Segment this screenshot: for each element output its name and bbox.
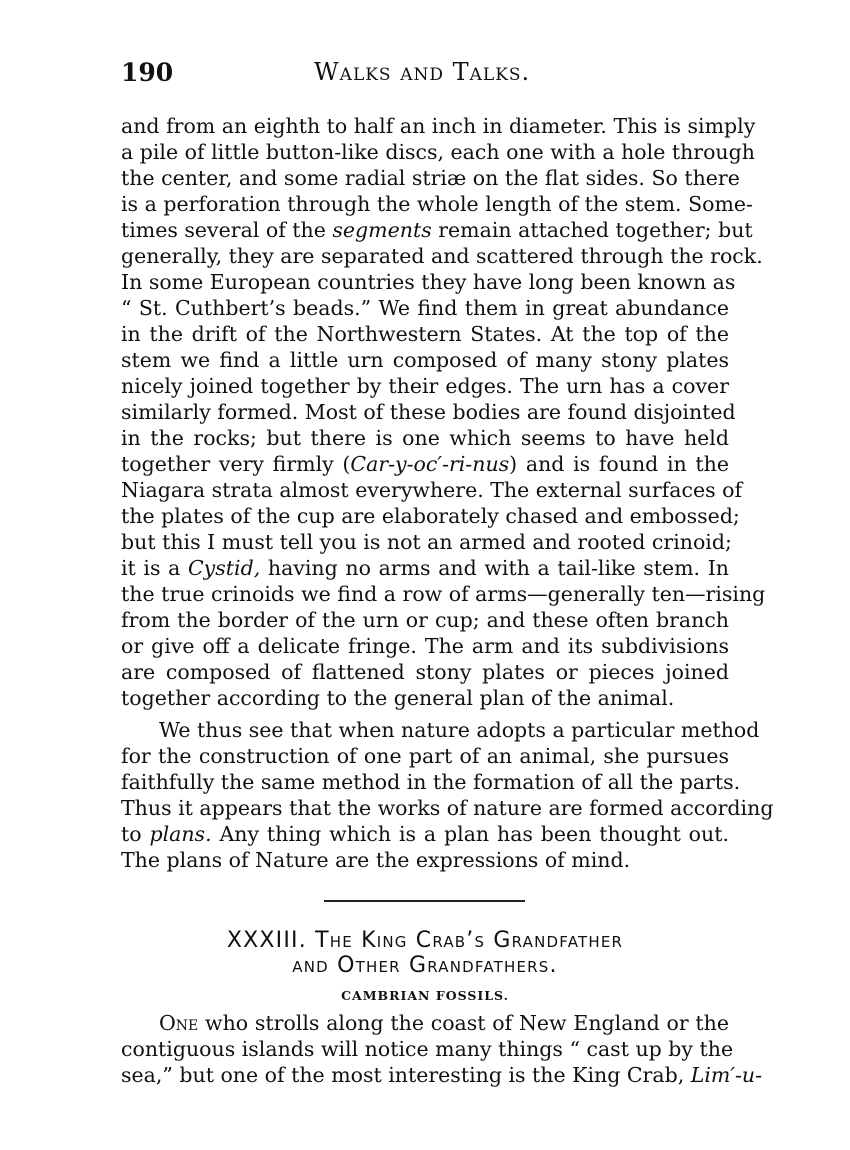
text-line: and from an eighth to half an inch in diameter. This is simply (121, 114, 756, 138)
italic-term-caryocrinus: Car-y-oc′-ri-nus (350, 452, 510, 476)
text-line: generally, they are separated and scattered through the rock. (121, 244, 763, 268)
text-line: in the rocks; but there is one which seems to have held (121, 426, 729, 450)
italic-term-cystid: Cystid, (188, 556, 261, 580)
text-line: for the construction of one part of an animal, she pursues (121, 744, 729, 768)
text-line: are composed of flattened stony plates or pieces joined (121, 660, 729, 684)
text-line: In some European countries they have long been known as (121, 270, 736, 294)
text-line: to plans. Any thing which is a plan has been thought out. (121, 822, 729, 846)
text-line: “ St. Cuthbert’s beads.” We find them in great abundance (121, 296, 729, 320)
text-line: Niagara strata almost everywhere. The external surfaces of (121, 478, 743, 502)
text-line: from the border of the urn or cup; and these often branch (121, 608, 729, 632)
text-line: nicely joined together by their edges. The urn has a cover (121, 374, 729, 398)
text-line: We thus see that when nature adopts a particular method (159, 718, 760, 742)
text-line: together according to the general plan of the animal. (121, 686, 675, 710)
section-divider (324, 900, 525, 902)
text-line: stem we find a little urn composed of many stony plates (121, 348, 729, 372)
text-line: is a perforation through the whole length of the stem. Some- (121, 192, 753, 216)
page-number: 190 (121, 58, 174, 87)
text-line: The plans of Nature are the expressions of mind. (121, 848, 631, 872)
text-line: the plates of the cup are elaborately chased and embossed; (121, 504, 740, 528)
text-line: the center, and some radial striæ on the flat sides. So there (121, 166, 740, 190)
text-line: together very firmly (Car-y-oc′-ri-nus) and is found in the (121, 452, 729, 476)
running-head: Walks and Talks. (314, 58, 531, 86)
text-line: sea,” but one of the most interesting is the King Crab, Lim′-u- (121, 1063, 763, 1087)
text-line: One who strolls along the coast of New England or the (159, 1011, 729, 1035)
text-line: contiguous islands will notice many things “ cast up by the (121, 1037, 734, 1061)
text-line: times several of the segments remain attached together; but (121, 218, 753, 242)
chapter-title-line-1: XXXIII. The King Crab’s Grandfather (226, 928, 624, 953)
text-line: similarly formed. Most of these bodies are found disjointed (121, 400, 736, 424)
text-line: faithfully the same method in the formation of all the parts. (121, 770, 741, 794)
text-line: but this I must tell you is not an armed and rooted crinoid; (121, 530, 732, 554)
italic-term-limulus: Lim′-u- (690, 1063, 763, 1087)
text-line: in the drift of the Northwestern States. At the top of the (121, 322, 729, 346)
chapter-subtitle: CAMBRIAN FOSSILS. (341, 988, 509, 1003)
text-line: Thus it appears that the works of nature are formed according (121, 796, 774, 820)
drop-word: One (159, 1011, 199, 1035)
text-line: it is a Cystid, having no arms and with a tail-like stem. In (121, 556, 729, 580)
italic-term-plans: plans. (149, 822, 212, 846)
italic-term-segments: segments (332, 218, 432, 242)
text-line: the true crinoids we find a row of arms—generally ten—rising (121, 582, 766, 606)
chapter-title-line-2: and Other Grandfathers. (292, 953, 558, 978)
text-line: a pile of little button-like discs, each one with a hole through (121, 140, 755, 164)
text-line: or give off a delicate fringe. The arm and its subdivisions (121, 634, 729, 658)
page-header (121, 58, 731, 92)
